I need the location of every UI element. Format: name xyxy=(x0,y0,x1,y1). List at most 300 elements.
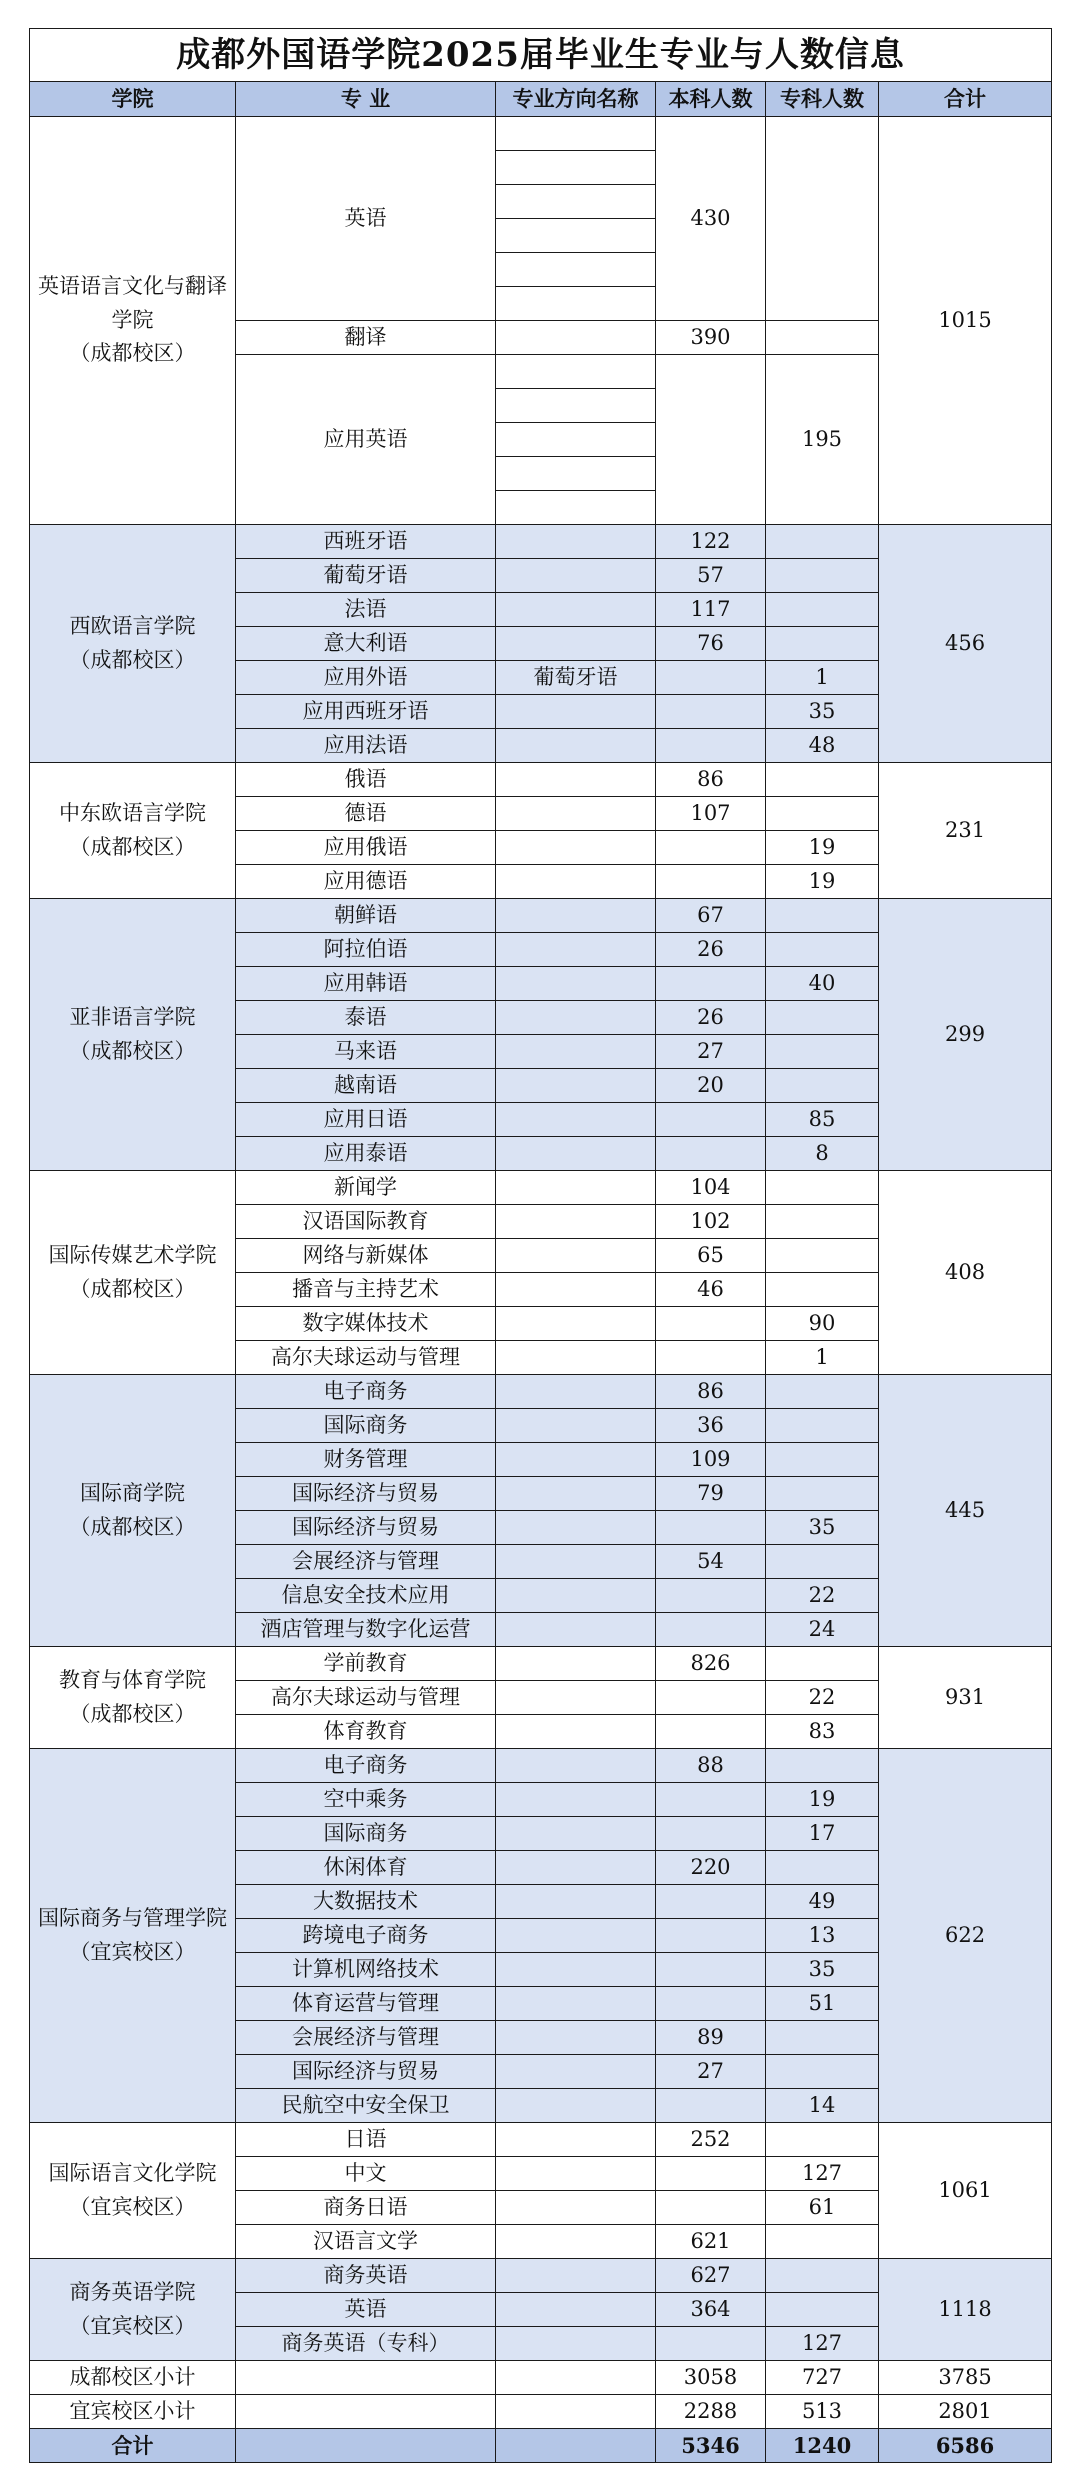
header-total: 合计 xyxy=(879,82,1052,117)
junior-cell xyxy=(766,1749,879,1783)
direction-cell xyxy=(496,1239,656,1273)
direction-cell xyxy=(496,2123,656,2157)
direction-cell xyxy=(496,1307,656,1341)
undergrad-cell xyxy=(656,1953,766,1987)
college-name: 国际语言文化学院 xyxy=(48,2160,217,2185)
direction-cell xyxy=(496,1205,656,1239)
junior-cell: 35 xyxy=(766,1953,879,1987)
undergrad-cell: 627 xyxy=(656,2259,766,2293)
undergrad-cell xyxy=(656,865,766,899)
college-total-cell: 456 xyxy=(879,525,1052,763)
major-cell: 体育教育 xyxy=(236,1715,496,1749)
undergrad-cell: 107 xyxy=(656,797,766,831)
major-cell: 应用韩语 xyxy=(236,967,496,1001)
direction-cell xyxy=(496,967,656,1001)
junior-cell xyxy=(766,2225,879,2259)
table-row xyxy=(30,525,1052,559)
undergrad-cell: 390 xyxy=(656,321,766,355)
undergrad-cell xyxy=(656,2327,766,2361)
college-campus: （成都校区） xyxy=(69,1701,196,1726)
major-cell: 朝鲜语 xyxy=(236,899,496,933)
table-row xyxy=(30,1375,1052,1409)
junior-cell xyxy=(766,2259,879,2293)
direction-cell xyxy=(496,1477,656,1511)
undergrad-cell xyxy=(656,355,766,525)
undergrad-cell: 86 xyxy=(656,763,766,797)
junior-cell xyxy=(766,525,879,559)
college-total-cell: 931 xyxy=(879,1647,1052,1749)
major-cell: 应用德语 xyxy=(236,865,496,899)
subtotal-major xyxy=(236,2361,496,2395)
junior-cell: 40 xyxy=(766,967,879,1001)
undergrad-cell: 117 xyxy=(656,593,766,627)
undergrad-cell xyxy=(656,1307,766,1341)
college-cell xyxy=(30,2259,236,2361)
header-junior: 专科人数 xyxy=(766,82,879,117)
undergrad-cell xyxy=(656,1341,766,1375)
undergrad-cell xyxy=(656,1919,766,1953)
direction-cell: 葡萄牙语 xyxy=(496,661,656,695)
header-direction: 专业方向名称 xyxy=(496,82,656,117)
undergrad-cell: 88 xyxy=(656,1749,766,1783)
undergrad-cell: 26 xyxy=(656,933,766,967)
college-total-cell: 1118 xyxy=(879,2259,1052,2361)
major-cell: 应用日语 xyxy=(236,1103,496,1137)
undergrad-cell xyxy=(656,967,766,1001)
table-row xyxy=(30,1647,1052,1681)
college-cell xyxy=(30,1171,236,1375)
undergrad-cell: 46 xyxy=(656,1273,766,1307)
subtotal-undergrad: 2288 xyxy=(656,2395,766,2429)
major-cell: 数字媒体技术 xyxy=(236,1307,496,1341)
undergrad-cell: 102 xyxy=(656,1205,766,1239)
junior-cell: 127 xyxy=(766,2327,879,2361)
major-cell: 意大利语 xyxy=(236,627,496,661)
major-cell: 汉语言文学 xyxy=(236,2225,496,2259)
direction-cell xyxy=(496,1715,656,1749)
table-row xyxy=(30,763,1052,797)
major-cell: 酒店管理与数字化运营 xyxy=(236,1613,496,1647)
major-cell: 高尔夫球运动与管理 xyxy=(236,1341,496,1375)
major-cell: 国际经济与贸易 xyxy=(236,1511,496,1545)
college-name: 中东欧语言学院 xyxy=(59,800,206,825)
major-cell: 电子商务 xyxy=(236,1375,496,1409)
major-cell: 应用法语 xyxy=(236,729,496,763)
college-total-cell: 408 xyxy=(879,1171,1052,1375)
major-cell: 越南语 xyxy=(236,1069,496,1103)
direction-cell xyxy=(496,1341,656,1375)
undergrad-cell: 621 xyxy=(656,2225,766,2259)
direction-cell xyxy=(496,1035,656,1069)
junior-cell: 35 xyxy=(766,695,879,729)
major-cell: 阿拉伯语 xyxy=(236,933,496,967)
table-row xyxy=(30,1171,1052,1205)
direction-cell xyxy=(496,1375,656,1409)
college-campus: （宜宾校区） xyxy=(69,1939,196,1964)
junior-cell xyxy=(766,1409,879,1443)
undergrad-cell xyxy=(656,831,766,865)
undergrad-cell: 122 xyxy=(656,525,766,559)
junior-cell: 51 xyxy=(766,1987,879,2021)
major-cell: 新闻学 xyxy=(236,1171,496,1205)
major-cell: 国际商务 xyxy=(236,1409,496,1443)
undergrad-cell: 104 xyxy=(656,1171,766,1205)
junior-cell: 61 xyxy=(766,2191,879,2225)
major-cell: 商务英语 xyxy=(236,2259,496,2293)
junior-cell: 8 xyxy=(766,1137,879,1171)
college-campus: （成都校区） xyxy=(69,1276,196,1301)
undergrad-cell xyxy=(656,1613,766,1647)
college-total-cell: 1015 xyxy=(879,117,1052,525)
undergrad-cell xyxy=(656,661,766,695)
major-cell: 应用泰语 xyxy=(236,1137,496,1171)
major-cell: 应用俄语 xyxy=(236,831,496,865)
junior-cell xyxy=(766,933,879,967)
major-cell: 日语 xyxy=(236,2123,496,2157)
subtotal-major xyxy=(236,2395,496,2429)
junior-cell xyxy=(766,1001,879,1035)
direction-cell xyxy=(496,763,656,797)
direction-cell xyxy=(496,151,656,185)
direction-cell xyxy=(496,899,656,933)
college-name: 国际商学院 xyxy=(80,1480,185,1505)
major-cell: 汉语国际教育 xyxy=(236,1205,496,1239)
table-title: 成都外国语学院2025届毕业生专业与人数信息 xyxy=(30,29,1052,82)
junior-cell xyxy=(766,1171,879,1205)
subtotal-undergrad: 3058 xyxy=(656,2361,766,2395)
junior-cell xyxy=(766,1375,879,1409)
junior-cell: 19 xyxy=(766,865,879,899)
junior-cell: 85 xyxy=(766,1103,879,1137)
direction-cell xyxy=(496,1851,656,1885)
direction-cell xyxy=(496,831,656,865)
direction-cell xyxy=(496,253,656,287)
junior-cell xyxy=(766,117,879,321)
junior-cell: 127 xyxy=(766,2157,879,2191)
college-cell xyxy=(30,525,236,763)
undergrad-cell xyxy=(656,2191,766,2225)
junior-cell xyxy=(766,1851,879,1885)
major-cell: 空中乘务 xyxy=(236,1783,496,1817)
college-name: 教育与体育学院 xyxy=(59,1667,206,1692)
header-college: 学院 xyxy=(30,82,236,117)
undergrad-cell: 27 xyxy=(656,2055,766,2089)
undergrad-cell xyxy=(656,695,766,729)
major-cell: 会展经济与管理 xyxy=(236,2021,496,2055)
direction-cell xyxy=(496,457,656,491)
college-name: 亚非语言学院 xyxy=(69,1004,196,1029)
direction-cell xyxy=(496,1137,656,1171)
major-cell: 网络与新媒体 xyxy=(236,1239,496,1273)
subtotal-direction xyxy=(496,2361,656,2395)
college-cell xyxy=(30,1375,236,1647)
direction-cell xyxy=(496,287,656,321)
major-cell: 中文 xyxy=(236,2157,496,2191)
direction-cell xyxy=(496,559,656,593)
undergrad-cell: 109 xyxy=(656,1443,766,1477)
junior-cell xyxy=(766,593,879,627)
junior-cell: 195 xyxy=(766,355,879,525)
college-cell xyxy=(30,2123,236,2259)
college-campus: （成都校区） xyxy=(69,1514,196,1539)
header-row xyxy=(30,82,1052,117)
junior-cell xyxy=(766,559,879,593)
direction-cell xyxy=(496,1885,656,1919)
undergrad-cell xyxy=(656,1783,766,1817)
junior-cell: 49 xyxy=(766,1885,879,1919)
major-cell: 翻译 xyxy=(236,321,496,355)
table-row xyxy=(30,899,1052,933)
subtotal-junior: 513 xyxy=(766,2395,879,2429)
major-cell: 财务管理 xyxy=(236,1443,496,1477)
direction-cell xyxy=(496,1443,656,1477)
direction-cell xyxy=(496,2021,656,2055)
college-campus: （成都校区） xyxy=(69,341,196,366)
major-cell: 马来语 xyxy=(236,1035,496,1069)
major-cell: 商务日语 xyxy=(236,2191,496,2225)
undergrad-cell: 86 xyxy=(656,1375,766,1409)
college-name: 国际传媒艺术学院 xyxy=(48,1242,217,1267)
undergrad-cell: 20 xyxy=(656,1069,766,1103)
college-cell xyxy=(30,763,236,899)
undergrad-cell xyxy=(656,2089,766,2123)
direction-cell xyxy=(496,1001,656,1035)
college-total-cell: 231 xyxy=(879,763,1052,899)
major-cell: 大数据技术 xyxy=(236,1885,496,1919)
undergrad-cell xyxy=(656,1137,766,1171)
junior-cell xyxy=(766,1647,879,1681)
major-cell: 休闲体育 xyxy=(236,1851,496,1885)
direction-cell xyxy=(496,1613,656,1647)
undergrad-cell xyxy=(656,1885,766,1919)
direction-cell xyxy=(496,627,656,661)
major-cell: 学前教育 xyxy=(236,1647,496,1681)
undergrad-cell: 220 xyxy=(656,1851,766,1885)
junior-cell: 22 xyxy=(766,1579,879,1613)
junior-cell: 14 xyxy=(766,2089,879,2123)
grand-total-direction xyxy=(496,2429,656,2463)
junior-cell xyxy=(766,1069,879,1103)
direction-cell xyxy=(496,695,656,729)
direction-cell xyxy=(496,2191,656,2225)
junior-cell xyxy=(766,1239,879,1273)
undergrad-cell: 89 xyxy=(656,2021,766,2055)
direction-cell xyxy=(496,491,656,525)
college-total-cell: 622 xyxy=(879,1749,1052,2123)
college-total-cell: 299 xyxy=(879,899,1052,1171)
direction-cell xyxy=(496,1171,656,1205)
major-cell: 跨境电子商务 xyxy=(236,1919,496,1953)
undergrad-cell: 65 xyxy=(656,1239,766,1273)
direction-cell xyxy=(496,1919,656,1953)
major-cell: 电子商务 xyxy=(236,1749,496,1783)
major-cell: 计算机网络技术 xyxy=(236,1953,496,1987)
major-cell: 高尔夫球运动与管理 xyxy=(236,1681,496,1715)
major-cell: 法语 xyxy=(236,593,496,627)
undergrad-cell xyxy=(656,1579,766,1613)
college-cell xyxy=(30,117,236,525)
subtotal-label: 宜宾校区小计 xyxy=(30,2395,236,2429)
subtotal-direction xyxy=(496,2395,656,2429)
major-cell: 西班牙语 xyxy=(236,525,496,559)
grand-total-label: 合计 xyxy=(30,2429,236,2463)
junior-cell: 35 xyxy=(766,1511,879,1545)
major-cell: 应用英语 xyxy=(236,355,496,525)
junior-cell xyxy=(766,1035,879,1069)
college-campus: （宜宾校区） xyxy=(69,2194,196,2219)
major-cell: 会展经济与管理 xyxy=(236,1545,496,1579)
junior-cell xyxy=(766,763,879,797)
direction-cell xyxy=(496,2225,656,2259)
direction-cell xyxy=(496,423,656,457)
direction-cell xyxy=(496,525,656,559)
college-total-cell: 445 xyxy=(879,1375,1052,1647)
junior-cell: 19 xyxy=(766,831,879,865)
table-row xyxy=(30,2259,1052,2293)
undergrad-cell: 54 xyxy=(656,1545,766,1579)
junior-cell: 13 xyxy=(766,1919,879,1953)
undergrad-cell: 364 xyxy=(656,2293,766,2327)
junior-cell: 1 xyxy=(766,661,879,695)
direction-cell xyxy=(496,1545,656,1579)
subtotal-label: 成都校区小计 xyxy=(30,2361,236,2395)
direction-cell xyxy=(496,1273,656,1307)
college-name: 商务英语学院 xyxy=(69,2279,196,2304)
subtotal-total: 2801 xyxy=(879,2395,1052,2429)
college-campus: （成都校区） xyxy=(69,1038,196,1063)
major-cell: 播音与主持艺术 xyxy=(236,1273,496,1307)
college-cell xyxy=(30,899,236,1171)
direction-cell xyxy=(496,933,656,967)
direction-cell xyxy=(496,865,656,899)
junior-cell xyxy=(766,2055,879,2089)
junior-cell: 19 xyxy=(766,1783,879,1817)
undergrad-cell: 36 xyxy=(656,1409,766,1443)
direction-cell xyxy=(496,2055,656,2089)
direction-cell xyxy=(496,1783,656,1817)
direction-cell xyxy=(496,2089,656,2123)
header-major: 专 业 xyxy=(236,82,496,117)
undergrad-cell: 826 xyxy=(656,1647,766,1681)
major-cell: 信息安全技术应用 xyxy=(236,1579,496,1613)
subtotal-total: 3785 xyxy=(879,2361,1052,2395)
junior-cell xyxy=(766,2021,879,2055)
major-cell: 国际商务 xyxy=(236,1817,496,1851)
undergrad-cell: 57 xyxy=(656,559,766,593)
grand-total-total: 6586 xyxy=(879,2429,1052,2463)
junior-cell xyxy=(766,1443,879,1477)
major-cell: 民航空中安全保卫 xyxy=(236,2089,496,2123)
direction-cell xyxy=(496,355,656,389)
major-cell: 应用外语 xyxy=(236,661,496,695)
undergrad-cell xyxy=(656,1715,766,1749)
undergrad-cell: 79 xyxy=(656,1477,766,1511)
junior-cell xyxy=(766,1545,879,1579)
direction-cell xyxy=(496,2293,656,2327)
major-cell: 国际经济与贸易 xyxy=(236,2055,496,2089)
major-cell: 应用西班牙语 xyxy=(236,695,496,729)
subtotal-row xyxy=(30,2361,1052,2395)
undergrad-cell: 27 xyxy=(656,1035,766,1069)
undergrad-cell xyxy=(656,2157,766,2191)
direction-cell xyxy=(496,1987,656,2021)
junior-cell: 48 xyxy=(766,729,879,763)
direction-cell xyxy=(496,185,656,219)
major-cell: 商务英语（专科） xyxy=(236,2327,496,2361)
direction-cell xyxy=(496,1511,656,1545)
table-row xyxy=(30,2123,1052,2157)
direction-cell xyxy=(496,1749,656,1783)
junior-cell xyxy=(766,2123,879,2157)
direction-cell xyxy=(496,729,656,763)
major-cell: 国际经济与贸易 xyxy=(236,1477,496,1511)
table-row xyxy=(30,1749,1052,1783)
major-cell: 英语 xyxy=(236,117,496,321)
junior-cell xyxy=(766,899,879,933)
direction-cell xyxy=(496,389,656,423)
junior-cell xyxy=(766,321,879,355)
undergrad-cell xyxy=(656,1817,766,1851)
direction-cell xyxy=(496,219,656,253)
major-cell: 体育运营与管理 xyxy=(236,1987,496,2021)
direction-cell xyxy=(496,321,656,355)
college-cell xyxy=(30,1749,236,2123)
college-name: 国际商务与管理学院 xyxy=(38,1905,227,1930)
undergrad-cell: 252 xyxy=(656,2123,766,2157)
direction-cell xyxy=(496,1647,656,1681)
undergrad-cell: 67 xyxy=(656,899,766,933)
direction-cell xyxy=(496,1069,656,1103)
grand-total-major xyxy=(236,2429,496,2463)
undergrad-cell xyxy=(656,1987,766,2021)
major-cell: 德语 xyxy=(236,797,496,831)
undergrad-cell xyxy=(656,1681,766,1715)
direction-cell xyxy=(496,1817,656,1851)
grand-total-undergrad: 5346 xyxy=(656,2429,766,2463)
junior-cell: 24 xyxy=(766,1613,879,1647)
grand-total-junior: 1240 xyxy=(766,2429,879,2463)
college-campus: （成都校区） xyxy=(69,647,196,672)
direction-cell xyxy=(496,2259,656,2293)
direction-cell xyxy=(496,2327,656,2361)
subtotal-row xyxy=(30,2395,1052,2429)
direction-cell xyxy=(496,1103,656,1137)
college-name: 英语语言文化与翻译学院 xyxy=(38,274,227,332)
junior-cell xyxy=(766,627,879,661)
junior-cell: 1 xyxy=(766,1341,879,1375)
direction-cell xyxy=(496,593,656,627)
college-campus: （宜宾校区） xyxy=(69,2313,196,2338)
direction-cell xyxy=(496,1681,656,1715)
direction-cell xyxy=(496,2157,656,2191)
junior-cell xyxy=(766,1273,879,1307)
direction-cell xyxy=(496,1953,656,1987)
college-campus: （成都校区） xyxy=(69,834,196,859)
college-name: 西欧语言学院 xyxy=(69,613,196,638)
junior-cell xyxy=(766,797,879,831)
major-cell: 英语 xyxy=(236,2293,496,2327)
junior-cell: 22 xyxy=(766,1681,879,1715)
direction-cell xyxy=(496,1579,656,1613)
direction-cell xyxy=(496,117,656,151)
undergrad-cell: 26 xyxy=(656,1001,766,1035)
undergrad-cell: 430 xyxy=(656,117,766,321)
college-total-cell: 1061 xyxy=(879,2123,1052,2259)
direction-cell xyxy=(496,797,656,831)
junior-cell: 17 xyxy=(766,1817,879,1851)
undergrad-cell xyxy=(656,729,766,763)
major-cell: 泰语 xyxy=(236,1001,496,1035)
